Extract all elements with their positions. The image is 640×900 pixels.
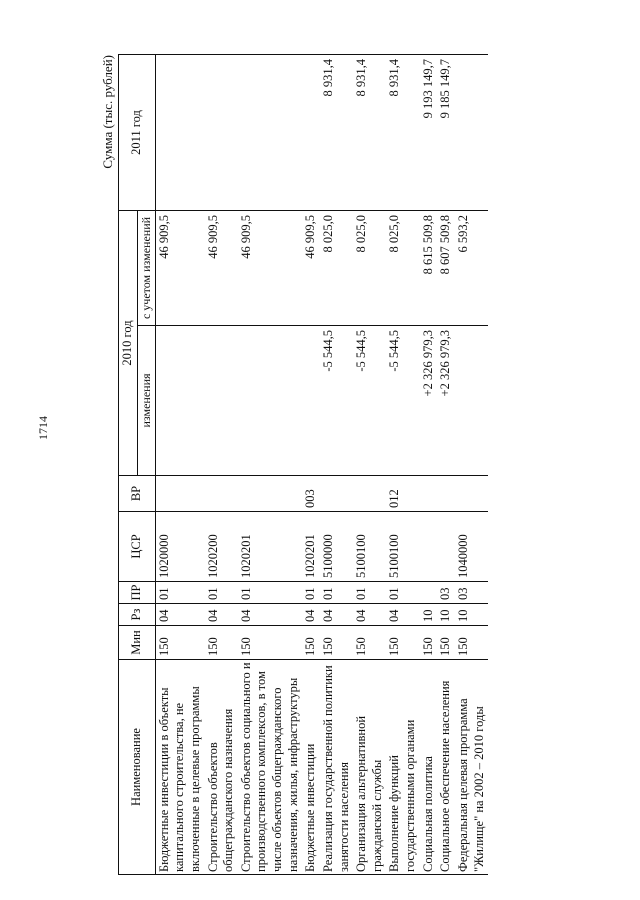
rotated-table-page: [100, 55, 640, 875]
row-min: 150: [455, 626, 488, 660]
row-name: Бюджетные инвестиции: [302, 660, 320, 875]
row-2011: [155, 54, 204, 210]
row-pr: 01: [155, 582, 204, 604]
row-changes: [302, 326, 320, 476]
row-csr: 5100100: [353, 512, 386, 582]
table-body: [155, 54, 488, 874]
row-changes: +2 326 979,3: [420, 326, 438, 476]
row-rz: 10: [455, 604, 488, 626]
header-year-2010: 2010 год: [119, 210, 138, 475]
header-rz: Рз: [119, 604, 156, 626]
table-row: [437, 54, 455, 874]
row-2011: [205, 54, 238, 210]
row-vr: [420, 476, 438, 512]
row-min: 150: [420, 626, 438, 660]
row-with-changes: 8 615 509,8: [420, 210, 438, 325]
row-rz: 04: [386, 604, 419, 626]
row-name: Организация альтернативной гражданской службы: [353, 660, 386, 875]
row-vr: [205, 476, 238, 512]
row-csr: [420, 512, 438, 582]
row-2011: 8 931,4: [386, 54, 419, 210]
row-with-changes: 46 909,5: [155, 210, 204, 325]
row-min: 150: [437, 626, 455, 660]
row-with-changes: 6 593,2: [455, 210, 488, 325]
row-min: 150: [302, 626, 320, 660]
header-vr: ВР: [119, 476, 156, 512]
row-changes: -5 544,5: [386, 326, 419, 476]
header-year-2011: 2011 год: [119, 54, 156, 210]
row-2011: [455, 54, 488, 210]
table-row: [302, 54, 320, 874]
row-rz: 04: [238, 604, 303, 626]
table-row: [386, 54, 419, 874]
row-pr: 01: [386, 582, 419, 604]
row-vr: [155, 476, 204, 512]
header-min: Мин: [119, 626, 156, 660]
row-2011: [238, 54, 303, 210]
table-row: [420, 54, 438, 874]
page-number: 1714: [36, 416, 50, 440]
row-name: Реализация государственной политики занятости населения: [320, 660, 353, 875]
row-pr: 01: [238, 582, 303, 604]
row-pr: 01: [353, 582, 386, 604]
row-pr: 03: [455, 582, 488, 604]
row-rz: 04: [353, 604, 386, 626]
table-row: [238, 54, 303, 874]
row-2011: 9 185 149,7: [437, 54, 455, 210]
table-row: [455, 54, 488, 874]
row-min: 150: [386, 626, 419, 660]
row-2011: 9 193 149,7: [420, 54, 438, 210]
row-vr: 012: [386, 476, 419, 512]
row-min: 150: [353, 626, 386, 660]
row-min: 150: [155, 626, 204, 660]
row-changes: -5 544,5: [353, 326, 386, 476]
table-row: [155, 54, 204, 874]
row-changes: [205, 326, 238, 476]
row-with-changes: 8 025,0: [320, 210, 353, 325]
row-with-changes: 8 607 509,8: [437, 210, 455, 325]
row-with-changes: 8 025,0: [386, 210, 419, 325]
row-name: Строительство объектов общегражданского назначения: [205, 660, 238, 875]
row-vr: [353, 476, 386, 512]
header-name: Наименование: [119, 660, 156, 875]
row-pr: 03: [437, 582, 455, 604]
row-min: 150: [320, 626, 353, 660]
row-vr: [320, 476, 353, 512]
row-csr: 1040000: [455, 512, 488, 582]
row-rz: 10: [437, 604, 455, 626]
row-rz: 04: [302, 604, 320, 626]
row-with-changes: 46 909,5: [302, 210, 320, 325]
header-changes: изменения: [137, 326, 155, 476]
row-name: Выполнение функций государственными органами: [386, 660, 419, 875]
row-min: 150: [238, 626, 303, 660]
row-2011: 8 931,4: [353, 54, 386, 210]
table-row: [205, 54, 238, 874]
row-changes: +2 326 979,3: [437, 326, 455, 476]
row-csr: 5100000: [320, 512, 353, 582]
row-name: Бюджетные инвестиции в объекты капитального строительства, не включенные в целевые программы: [155, 660, 204, 875]
row-vr: [455, 476, 488, 512]
row-rz: 04: [155, 604, 204, 626]
header-csr: ЦСР: [119, 512, 156, 582]
budget-table: [118, 54, 488, 875]
row-2011: [302, 54, 320, 210]
row-changes: [238, 326, 303, 476]
row-rz: 04: [320, 604, 353, 626]
row-csr: 1020201: [238, 512, 303, 582]
row-min: 150: [205, 626, 238, 660]
row-2011: 8 931,4: [320, 54, 353, 210]
unit-label: Сумма (тыс. рублей): [100, 55, 115, 169]
row-csr: 1020201: [302, 512, 320, 582]
row-pr: [420, 582, 438, 604]
row-csr: [437, 512, 455, 582]
row-changes: -5 544,5: [320, 326, 353, 476]
row-rz: 10: [420, 604, 438, 626]
row-csr: 5100100: [386, 512, 419, 582]
table-row: [353, 54, 386, 874]
row-pr: 01: [320, 582, 353, 604]
row-name: Социальное обеспечение населения: [437, 660, 455, 875]
row-rz: 04: [205, 604, 238, 626]
row-csr: 1020000: [155, 512, 204, 582]
row-name: Социальная политика: [420, 660, 438, 875]
row-csr: 1020200: [205, 512, 238, 582]
row-vr: 003: [302, 476, 320, 512]
table-row: [320, 54, 353, 874]
row-vr: [437, 476, 455, 512]
row-changes: [455, 326, 488, 476]
header-pr: ПР: [119, 582, 156, 604]
row-pr: 01: [302, 582, 320, 604]
row-name: Федеральная целевая программа "Жилище" на 2002 – 2010 годы: [455, 660, 488, 875]
row-changes: [155, 326, 204, 476]
header-with-changes: с учетом изменений: [137, 210, 155, 325]
row-with-changes: 46 909,5: [238, 210, 303, 325]
row-pr: 01: [205, 582, 238, 604]
row-name: Строительство объектов социального и производственного комплексов, в том числе объектов общегражданского назначения, жилья, инфраструктуры: [238, 660, 303, 875]
row-vr: [238, 476, 303, 512]
row-with-changes: 46 909,5: [205, 210, 238, 325]
row-with-changes: 8 025,0: [353, 210, 386, 325]
